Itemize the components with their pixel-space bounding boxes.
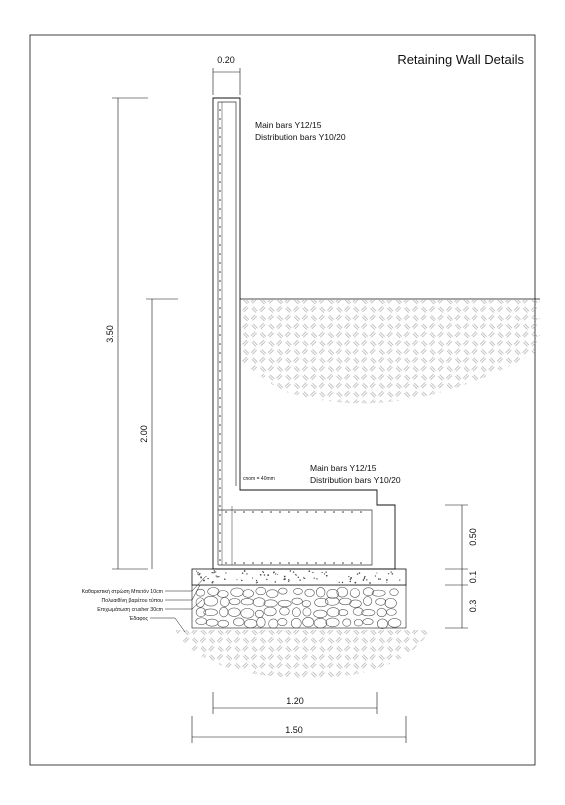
retained-height-label: 2.00 — [139, 425, 149, 443]
stem-main-bars-note: Main bars Y12/15 — [255, 120, 322, 130]
fill-thickness-label: 0.3 — [468, 599, 478, 613]
legend-polyethylene: Πολυαιθίνη βαρέτου τύπου — [101, 598, 163, 604]
blinding-thickness-label: 0.1 — [468, 570, 478, 584]
wall-height-dimension — [112, 98, 148, 569]
drawing-title: Retaining Wall Details — [397, 52, 524, 67]
blinding-width-label: 1.50 — [285, 725, 303, 735]
base-distribution-bars-note: Distribution bars Y10/20 — [310, 475, 401, 485]
stem-distribution-bars-note: Distribution bars Y10/20 — [255, 132, 346, 142]
natural-ground — [170, 628, 440, 688]
wall-height-label: 3.50 — [105, 325, 115, 343]
footing-thickness-label: 0.50 — [468, 528, 478, 546]
wall-thickness-label: 0.20 — [217, 55, 235, 65]
right-vertical-dimensions — [445, 505, 468, 628]
retained-soil — [238, 299, 540, 440]
cover-note: cnom = 40mm — [243, 476, 275, 482]
base-main-bars-note: Main bars Y12/15 — [310, 463, 377, 473]
crusher-fill-layer — [192, 585, 406, 629]
footing-width-label: 1.20 — [286, 696, 304, 706]
retained-height-dimension — [146, 299, 178, 569]
wall-thickness-dimension — [213, 68, 240, 95]
blinding-concrete — [192, 569, 406, 585]
legend-crusher-fill: Επιχωμάτωση crusher 30cm — [97, 607, 163, 613]
legend-soil: Έδαφος — [129, 616, 148, 622]
legend-blinding: Καθαριστική στρώση Μπετόν 10cm — [81, 589, 163, 595]
